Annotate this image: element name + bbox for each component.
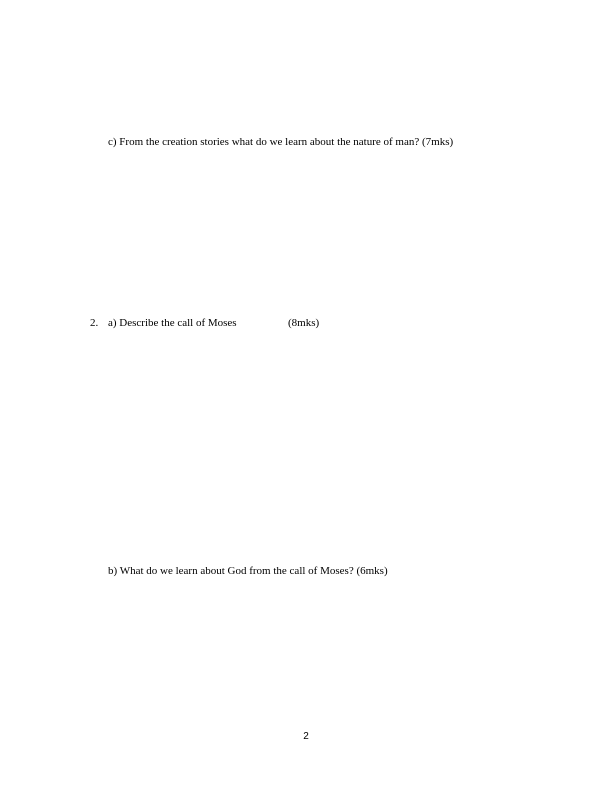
question-2a-marks: (8mks) — [288, 317, 320, 329]
question-2b-text: b) What do we learn about God from the call of Moses? (6mks) — [108, 565, 388, 577]
question-2a-text: a) Describe the call of Moses — [108, 317, 237, 329]
question-1c-text: c) From the creation stories what do we learn about the nature of man? (7mks) — [108, 136, 454, 148]
page-number: 2 — [303, 731, 309, 742]
question-2-number: 2. — [90, 317, 99, 329]
